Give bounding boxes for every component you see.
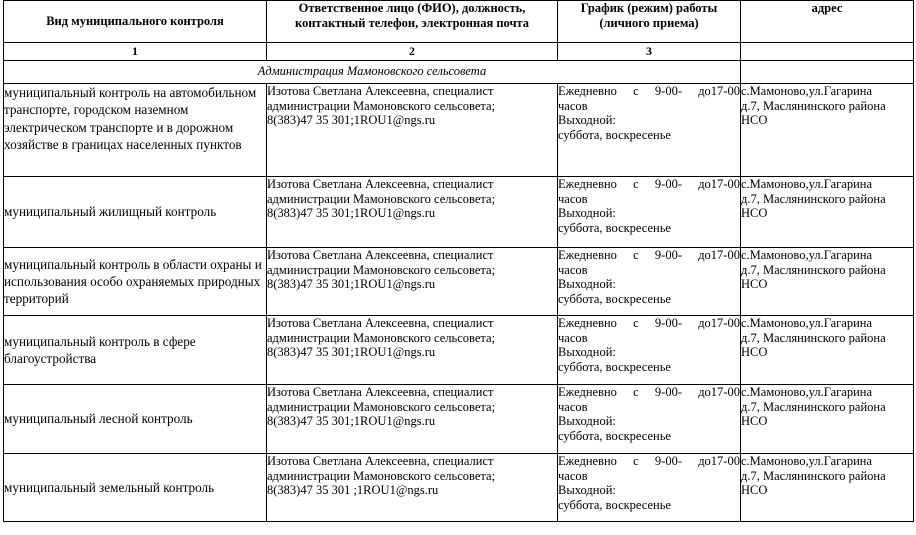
schedule-line [558,177,740,192]
contact-cell [267,316,558,385]
schedule-word: Ежедневно [558,316,617,330]
contact-cell [267,177,558,248]
control-type-cell [4,316,267,385]
schedule-dayoff-days: суббота, воскресенье [558,220,671,235]
schedule-word: 9-00- [654,177,682,191]
contact-info: 8(383)47 35 301;1ROU1@ngs.ru [267,277,436,291]
schedule-word: до17-00 [698,84,740,98]
table-row [4,454,914,522]
schedule-word: с [633,454,639,468]
table-row [4,248,914,316]
contact-name: Изотова Светлана Алексеевна, специалист [267,454,494,468]
schedule-dayoff-days: суббота, воскресенье [558,359,671,374]
schedule-hours: часов [558,191,588,206]
schedule-word: Ежедневно [558,248,617,262]
address-line: НСО [741,113,768,127]
schedule-cell [558,84,741,177]
control-type-text: муниципальный лесной контроль [4,411,193,427]
control-type-text: муниципальный земельный контроль [4,479,215,495]
schedule-word: Ежедневно [558,385,617,399]
address-line: НСО [741,483,768,497]
schedule-word: с [633,177,639,191]
schedule-line [558,316,740,331]
contact-info: 8(383)47 35 301;1ROU1@ngs.ru [267,414,436,428]
column-number: 2 [267,43,558,61]
address-line: д.7, Маслянинского района [741,399,886,414]
schedule-dayoff-label: Выходной: [558,277,616,291]
schedule-word: Ежедневно [558,177,617,191]
schedule-hours: часов [558,468,588,483]
address-line: д.7, Маслянинского района [741,262,886,277]
table-row [4,177,914,248]
address-line: с.Мамоново,ул.Гагарина [741,84,873,98]
schedule-hours: часов [558,330,588,345]
schedule-cell [558,385,741,454]
address-line: НСО [741,345,768,359]
contact-org: администрации Мамоновского сельсовета; [267,330,496,345]
schedule-hours: часов [558,399,588,414]
contact-info: 8(383)47 35 301;1ROU1@ngs.ru [267,113,436,127]
schedule-cell [558,454,741,522]
contact-cell [267,84,558,177]
control-type-text: муниципальный контроль в области охраны и использования особо охраняемых природных территорий [4,256,262,307]
schedule-hours: часов [558,262,588,277]
address-line: НСО [741,206,768,220]
contact-info: 8(383)47 35 301;1ROU1@ngs.ru [267,206,436,220]
section-empty-cell [741,61,914,84]
contact-org: администрации Мамоновского сельсовета; [267,191,496,206]
schedule-word: 9-00- [654,84,682,98]
schedule-dayoff-days: суббота, воскресенье [558,497,671,512]
address-cell [741,454,914,522]
table-row [4,84,914,177]
schedule-word: с [633,248,639,262]
header-row [4,1,914,43]
address-cell [741,84,914,177]
address-line: с.Мамоново,ул.Гагарина [741,316,873,330]
schedule-word: Ежедневно [558,454,617,468]
schedule-word: 9-00- [654,454,682,468]
schedule-word: с [633,385,639,399]
column-number [741,43,914,61]
schedule-word: до17-00 [698,454,740,468]
schedule-word: до17-00 [698,248,740,262]
contact-info: 8(383)47 35 301 ;1ROU1@ngs.ru [267,483,439,497]
schedule-hours: часов [558,98,588,113]
section-title: Администрация Мамоновского сельсовета [4,61,741,84]
schedule-word: до17-00 [698,316,740,330]
schedule-word: 9-00- [654,385,682,399]
schedule-dayoff-days: суббота, воскресенье [558,127,671,142]
header-control-type: Вид муниципального контроля [4,1,267,43]
contact-name: Изотова Светлана Алексеевна, специалист [267,84,494,98]
address-line: д.7, Маслянинского района [741,468,886,483]
control-type-cell [4,84,267,177]
schedule-word: до17-00 [698,177,740,191]
address-cell [741,316,914,385]
address-line: с.Мамоново,ул.Гагарина [741,454,873,468]
address-line: с.Мамоново,ул.Гагарина [741,248,873,262]
municipal-control-table [3,0,914,522]
control-type-text: муниципальный контроль на автомобильном транспорте, городском наземном электрическом транспорте и в дорожном хозяйстве в границах населенных пунктов [4,85,257,152]
schedule-word: Ежедневно [558,84,617,98]
address-cell [741,177,914,248]
contact-name: Изотова Светлана Алексеевна, специалист [267,248,494,262]
control-type-cell [4,248,267,316]
section-row [4,61,914,84]
schedule-dayoff-days: суббота, воскресенье [558,291,671,306]
schedule-dayoff-days: суббота, воскресенье [558,428,671,443]
table-row [4,316,914,385]
schedule-line [558,454,740,469]
contact-cell [267,385,558,454]
address-line: с.Мамоново,ул.Гагарина [741,177,873,191]
address-line: с.Мамоново,ул.Гагарина [741,385,873,399]
control-type-text: муниципальный контроль в сфере благоустройства [4,333,196,366]
schedule-word: с [633,316,639,330]
column-number: 3 [558,43,741,61]
contact-info: 8(383)47 35 301;1ROU1@ngs.ru [267,345,436,359]
schedule-dayoff-label: Выходной: [558,345,616,359]
schedule-line [558,248,740,263]
schedule-dayoff-label: Выходной: [558,113,616,127]
schedule-cell [558,177,741,248]
control-type-cell [4,177,267,248]
contact-cell [267,248,558,316]
address-cell [741,248,914,316]
contact-name: Изотова Светлана Алексеевна, специалист [267,316,494,330]
header-responsible-person: Ответственное лицо (ФИО), должность, контактный телефон, электронная почта [267,1,558,43]
address-line: д.7, Маслянинского района [741,330,886,345]
contact-name: Изотова Светлана Алексеевна, специалист [267,177,494,191]
contact-org: администрации Мамоновского сельсовета; [267,98,496,113]
schedule-cell [558,248,741,316]
control-type-cell [4,385,267,454]
address-line: д.7, Маслянинского района [741,98,886,113]
address-line: НСО [741,277,768,291]
schedule-line [558,84,740,99]
table-row [4,385,914,454]
header-address: адрес [741,1,914,43]
contact-name: Изотова Светлана Алексеевна, специалист [267,385,494,399]
column-number: 1 [4,43,267,61]
schedule-word: с [633,84,639,98]
schedule-cell [558,316,741,385]
schedule-word: 9-00- [654,248,682,262]
schedule-line [558,385,740,400]
contact-org: администрации Мамоновского сельсовета; [267,468,496,483]
contact-cell [267,454,558,522]
schedule-word: 9-00- [654,316,682,330]
control-type-text: муниципальный жилищный контроль [4,204,217,220]
schedule-dayoff-label: Выходной: [558,414,616,428]
address-cell [741,385,914,454]
header-schedule: График (режим) работы (личного приема) [558,1,741,43]
schedule-dayoff-label: Выходной: [558,206,616,220]
schedule-dayoff-label: Выходной: [558,483,616,497]
control-type-cell [4,454,267,522]
column-number-row [4,43,914,61]
contact-org: администрации Мамоновского сельсовета; [267,262,496,277]
contact-org: администрации Мамоновского сельсовета; [267,399,496,414]
address-line: д.7, Маслянинского района [741,191,886,206]
schedule-word: до17-00 [698,385,740,399]
address-line: НСО [741,414,768,428]
